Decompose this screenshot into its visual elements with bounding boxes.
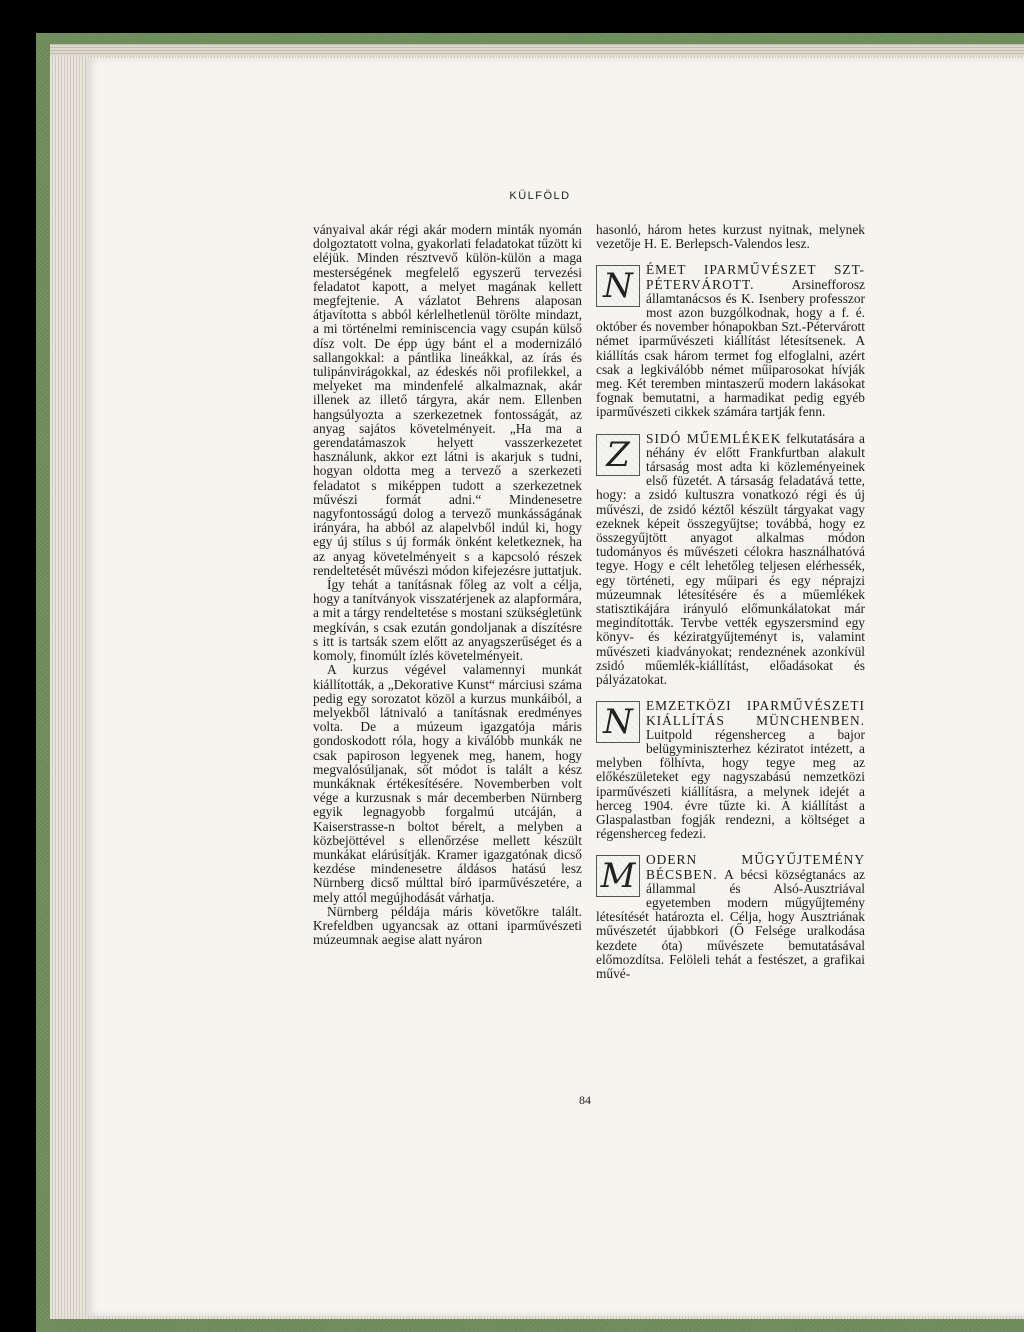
decorative-initial: N [596, 265, 640, 307]
article-section [596, 853, 865, 981]
article-body: felkutatására a néhány év előtt Frankfurtban alakult társaság most adta ki közleményeinek első füzetét. A társaság feladatává tette, hogy: a zsidó kultuszra vonatkozó régi és új művészi, de zsidó kéztől készült tárgyakat vagy ezeknek képeit összegyűjtse; továbbá, hogy ez összegyűjtött anyagot alkalmas módon tudományos és művészeti célokra használhatóvá tegye. Hogy e célt lehetőleg teljesen elérhessék, egy történeti, egy műipari és egy néprajzi múzeumnak létesítésére és a műemlékek statisztikájára irányuló előmunkálatokat már megindították. Tervbe vették egyszersmind egy könyv- és kéziratgyűjteményt is, valamint művészeti kiadványokat; rendeznének azonkívül zsidó műemlék-kiállítást, előadásokat és pályázatokat. [596, 430, 865, 688]
article-heading: ODERN MŰGYŰJTEMÉNY BÉCSBEN. [646, 852, 865, 882]
page-edges-top [50, 44, 1024, 56]
page-number: 84 [579, 1093, 591, 1107]
decorative-initial: M [596, 855, 640, 897]
article-heading: EMZETKÖZI IPARMŰVÉSZETI KIÁLLÍTÁS MÜNCHENBEN. [646, 698, 865, 728]
right-column [596, 223, 865, 981]
intro-section [596, 223, 865, 251]
paragraph: ványaival akár régi akár modern minták nyomán dolgoztatott volna, gyakorlati feladatokat tűzött ki eléjük. Minden résztvevő külön-külön a maga mesterségének megfelelő egyszerű tervezési feladatot kapott, a melyet magának kellett megfejtenie. A vázlatot Behrens alaposan átjavította s abból kérlelhetlenül törölte mindazt, a mi történelmi reminiscencia vagy csupán külső dísz volt. De épp úgy bánt el a modernizáló sallangokkal: a pántlika lineákkal, az írás és tulipánvirágokkal, az édeskés női profilekkel, a melyeket ma mindenfelé alkalmaznak, akár illenek az illető tárgyra, akár nem. Ellenben hangsúlyozta a szerkezetnek fontosságát, az anyag sajátos követelményeit. „Ha ma a gerendatámaszok helyett vasszerkezetet használunk, akkor ezt látni is akarjuk s tudni, hogyan oldotta meg a tervező a szerkezeti feladatot s miképpen tudott a szerkezetnek művészi formát adni.“ Mindenesetre nagyfontosságú dolog a tervező munkásságának irányára, ha abból az alapelvből indúl ki, hogy egy új stílus s új formák önként keletkeznek, ha az anyag követelményeit s a kapcsoló részek rendeltetését művészi módon kifejezésre juttatjuk. [313, 222, 582, 578]
article-section [596, 699, 865, 841]
decorative-initial: N [596, 701, 640, 743]
paragraph: hasonló, három hetes kurzust nyitnak, melynek vezetője H. E. Berlepsch-Valendos lesz. [596, 222, 865, 252]
paragraph: Nürnberg példája máris követőkre talált. Krefeldben ugyancsak az ottani iparművészeti múzeumnak aegise alatt nyáron [313, 903, 582, 948]
paragraph: Így tehát a tanításnak főleg az volt a célja, hogy a tanítványok visszatérjenek az alapformára, a mit a tárgy rendeltetése s mostani szükségletünk megkíván, s csak ezután gondoljanak a díszítésre s itt is tartsák szem előtt az anyagszerűséget és a komoly, finomúlt ízlés követelményeit. [313, 577, 582, 664]
article-body: Luitpold régensherceg a bajor belügyminiszterhez kéziratot intézett, a melyben fölhívta, hogy tegye meg az előkészületeket egy nagyszabású nemzetközi iparművészeti kiállításra, a melynek idejét a herceg 1904. évre tűzte ki. A kiállítást a Glaspalastban fogják rendezni, a költséget a régensherceg fedezi. [596, 726, 865, 842]
article-heading: ÉMET IPARMŰVÉSZET SZT-PÉTERVÁROTT. [646, 262, 865, 292]
decorative-initial: Z [596, 434, 640, 476]
article-body: Arsinefforosz államtanácsos és K. Isenbery professzor most azon buzgólkodnak, hogy a f. é. október és november hónapokban Szt.-Pétervárott német iparművészeti kiállítást létesítsenek. A kiállítás csak három termet fog elfoglalni, azért csak a legkiválóbb német műiparosokat hívják meg. Két teremben mintaszerű modern lakásokat fognak bemutatni, a harmadikat pedig egyéb iparművészeti cikkek számára tartják fenn. [596, 276, 865, 420]
article-heading: SIDÓ MŰEMLÉKEK [646, 430, 782, 446]
article-body: A bécsi községtanács az állammal és Alsó-Ausztriával egyetemben modern műgyűjtemény létesítését határozta el. Célja, hogy Ausztriának művészetét újabbkori (Ő Felsége uralkodása kezdete óta) művészete bemutatásával előmozdítsa. Felöleli tehát a festészet, a grafikai művé- [596, 866, 865, 981]
left-column [313, 223, 582, 947]
article-section [596, 432, 865, 688]
article-section [596, 263, 865, 419]
paragraph: A kurzus végével valamennyi munkát kiállították, a „Dekorative Kunst“ márciusi száma pedig egy sorozatot közöl a kurzus munkáiból, a melyekből látnivaló a tanításnak eredményes volta. De a múzeum igazgatója máris gondoskodott róla, hogy a kiválóbb munkák ne csak papiroson legyenek meg, hanem, hogy megvalósúljanak, sőt módot is talált a kész munkáknak értékesítésére. Novemberben volt vége a kurzusnak s már decemberben Nürnberg egyik legnagyobb forgalmú utcáján, a Kaiserstrasse-n boltot bérelt, a melyben a közbejöttével s ellenőrzése mellett készült munkákat elárúsítják. Kramer igazgatónak dicső kezdése mindenesetre áldásos hatású lesz Nürnberg dicső múlttal bíró iparművészetére, a mely attól megújhodását várhatja. [313, 662, 582, 905]
running-head: KÜLFÖLD [509, 190, 571, 202]
